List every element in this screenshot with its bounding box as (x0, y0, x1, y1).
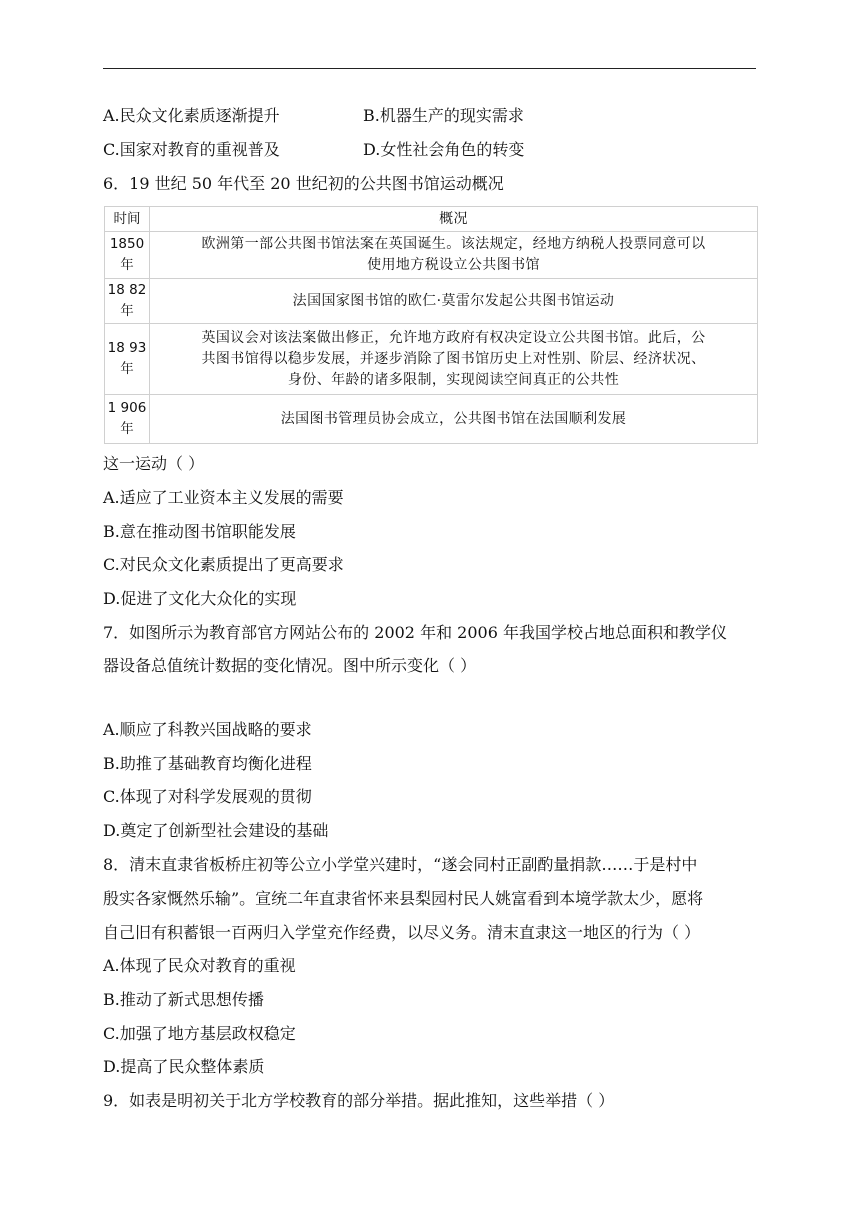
q6-table (104, 206, 758, 444)
table-header-row (105, 207, 758, 232)
table-row (105, 279, 758, 324)
row-year: 18 82 年 (105, 279, 150, 324)
q5-option-a: A.民众文化素质逐渐提升 (103, 106, 280, 125)
q8-option-a: A.体现了民众对教育的重视 (103, 956, 296, 975)
q8-option-d: D.提高了民众整体素质 (103, 1057, 265, 1076)
row-year: 1 906 年 (105, 395, 150, 444)
q7-stem-line1: 7．如图所示为教育部官方网站公布的 2002 年和 2006 年我国学校占地总面积和教学仪 (103, 623, 727, 642)
header-overview: 概况 (150, 207, 758, 232)
table-row (105, 324, 758, 395)
header-time: 时间 (105, 207, 150, 232)
q5-option-b: B.机器生产的现实需求 (363, 106, 524, 125)
q8-stem-line1: 8．清末直隶省板桥庄初等公立小学堂兴建时，“遂会同村正副酌量捐款……于是村中 (103, 855, 698, 874)
q7-stem-line2: 器设备总值统计数据的变化情况。图中所示变化（ ） (103, 656, 477, 675)
q8-option-b: B.推动了新式思想传播 (103, 990, 264, 1009)
q5-option-d: D.女性社会角色的转变 (363, 140, 525, 159)
q9-stem: 9．如表是明初关于北方学校教育的部分举措。据此推知，这些举措（ ） (103, 1091, 615, 1110)
q6-option-b: B.意在推动图书馆职能发展 (103, 522, 296, 541)
table-row (105, 395, 758, 444)
q5-option-c: C.国家对教育的重视普及 (103, 140, 280, 159)
row-description: 英国议会对该法案做出修正，允许地方政府有权决定设立公共图书馆。此后，公 共图书馆得以稳步发展，并逐步消除了图书馆历史上对性别、阶层、经济状况、 身份、年龄的诸多限制，实现阅读空间真正的公共性 (150, 324, 758, 395)
q8-option-c: C.加强了地方基层政权稳定 (103, 1024, 296, 1043)
header-rule (103, 68, 756, 69)
q6-option-d: D.促进了文化大众化的实现 (103, 589, 297, 608)
q8-stem-line2: 殷实各家慨然乐输”。宣统二年直隶省怀来县梨园村民人姚富看到本境学款太少，愿将 (103, 889, 704, 908)
q6-stem: 6．19 世纪 50 年代至 20 世纪初的公共图书馆运动概况 (103, 174, 504, 193)
row-description: 法国图书管理员协会成立，公共图书馆在法国顺利发展 (150, 395, 758, 444)
row-description: 欧洲第一部公共图书馆法案在英国诞生。该法规定，经地方纳税人投票同意可以 使用地方税设立公共图书馆 (150, 232, 758, 279)
q7-option-d: D.奠定了创新型社会建设的基础 (103, 821, 329, 840)
row-description: 法国国家图书馆的欧仁·莫雷尔发起公共图书馆运动 (150, 279, 758, 324)
q6-prompt: 这一运动（ ） (103, 454, 205, 473)
table-row (105, 232, 758, 279)
q8-stem-line3: 自己旧有积蓄银一百两归入学堂充作经费，以尽义务。清末直隶这一地区的行为（ ） (103, 923, 701, 942)
q7-option-a: A.顺应了科教兴国战略的要求 (103, 720, 312, 739)
q6-option-c: C.对民众文化素质提出了更高要求 (103, 555, 344, 574)
q7-option-b: B.助推了基础教育均衡化进程 (103, 754, 312, 773)
row-year: 18 93 年 (105, 324, 150, 395)
q6-option-a: A.适应了工业资本主义发展的需要 (103, 488, 344, 507)
q7-option-c: C.体现了对科学发展观的贯彻 (103, 787, 312, 806)
row-year: 1850 年 (105, 232, 150, 279)
